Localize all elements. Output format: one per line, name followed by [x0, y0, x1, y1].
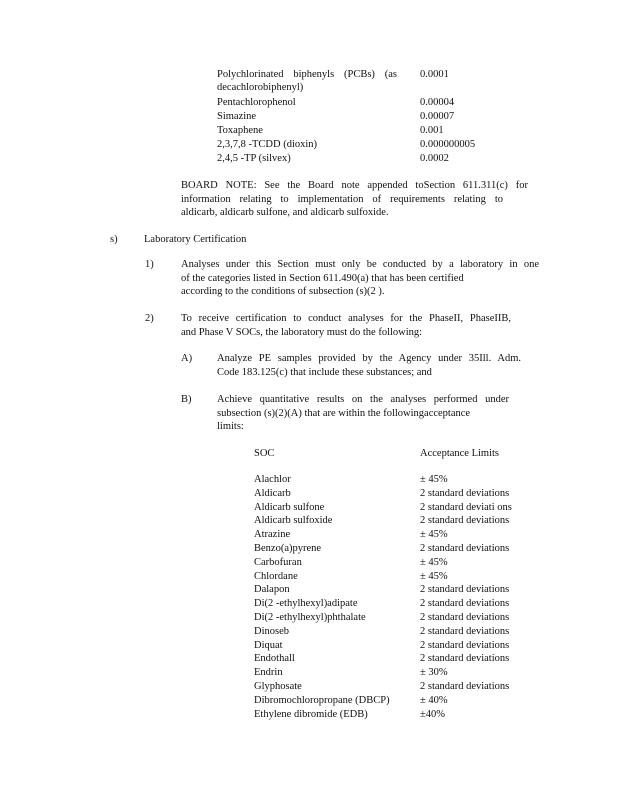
limits-column-header: Acceptance Limits [420, 448, 500, 459]
board-note-line: BOARD NOTE: See the Board note appended toSection 611.311(c) for [181, 180, 528, 191]
board-note-line: aldicarb, aldicarb sulfone, and aldicarb sulfoxide. [181, 207, 389, 218]
soc-name: Aldicarb sulfone [254, 502, 325, 513]
paragraph-line: of the categories listed in Section 611.490(a) that has been certified [181, 272, 464, 284]
soc-limit: 2 standard deviations [420, 488, 510, 499]
soc-name: Diquat [254, 640, 283, 651]
subitem-marker: B) [181, 394, 192, 405]
soc-limit: ± 45% [420, 557, 448, 568]
section-marker: s) [110, 234, 118, 245]
soc-limit: ± 45% [420, 474, 448, 485]
board-note-line: information relating to implementation of requirements relating to [181, 193, 503, 205]
paragraph-line: and Phase V SOCs, the laboratory must do the following: [181, 326, 423, 338]
soc-limit: ± 30% [420, 667, 448, 678]
soc-name: Aldicarb [254, 488, 291, 499]
soc-limit: ± 45% [420, 571, 448, 582]
item-a-paragraph [217, 352, 521, 379]
paragraph-line: limits: [217, 421, 244, 432]
soc-limit: 2 standard deviations [420, 515, 510, 526]
soc-limit: 2 standard deviations [420, 612, 510, 623]
soc-name: Dibromochloropropane (DBCP) [254, 695, 390, 706]
table-row-value: 0.000000005 [420, 139, 476, 150]
table-row-value: 0.00007 [420, 111, 455, 122]
paragraph-line: Analyses under this Section must only be conducted by a laboratory in one [181, 259, 539, 270]
table-row-name: Polychlorinated biphenyls (PCBs) (as [217, 69, 397, 80]
table-row-name-cont: decachlorobiphenyl) [217, 82, 304, 93]
paragraph-line: Analyze PE samples provided by the Agency under 35Ill. Adm. [217, 353, 521, 364]
section-title: Laboratory Certification [144, 234, 247, 245]
soc-limit: 2 standard deviations [420, 543, 510, 554]
table-row-name: Simazine [217, 111, 257, 122]
soc-limit: 2 standard deviations [420, 598, 510, 609]
subitem-marker: A) [181, 353, 193, 364]
paragraph-line: subsection (s)(2)(A) that are within the followingacceptance [217, 407, 471, 419]
soc-limit: 2 standard deviations [420, 681, 510, 692]
table-row-name: 2,3,7,8 -TCDD (dioxin) [217, 139, 318, 150]
soc-limit: 2 standard deviations [420, 584, 510, 595]
paragraph-line: To receive certification to conduct analyses for the PhaseII, PhaseIIB, [181, 313, 511, 324]
soc-limit: 2 standard deviations [420, 640, 510, 651]
soc-name: Aldicarb sulfoxide [254, 515, 333, 526]
item-marker: 1) [145, 259, 154, 270]
item-b-paragraph [217, 393, 509, 434]
soc-column-header: SOC [254, 448, 275, 459]
soc-name: Glyphosate [254, 681, 302, 692]
table-row-name: Toxaphene [217, 125, 263, 136]
soc-limit: ± 40% [420, 695, 448, 706]
item-1-paragraph [181, 258, 539, 299]
soc-name: Di(2 -ethylhexyl)adipate [254, 598, 358, 609]
soc-limit: 2 standard deviati ons [420, 502, 512, 513]
table-row-value: 0.0002 [420, 153, 449, 164]
soc-name: Atrazine [254, 529, 291, 540]
soc-name: Endothall [254, 653, 295, 664]
soc-name: Dinoseb [254, 626, 289, 637]
paragraph-line: Achieve quantitative results on the analyses performed under [217, 394, 509, 405]
table-row-value: 0.00004 [420, 97, 455, 108]
board-note [181, 179, 528, 220]
item-marker: 2) [145, 313, 154, 324]
item-2-paragraph [181, 312, 511, 339]
soc-name: Chlordane [254, 571, 298, 582]
soc-limit: 2 standard deviations [420, 653, 510, 664]
soc-name: Dalapon [254, 584, 290, 595]
table-row-value: 0.0001 [420, 69, 449, 80]
table-row-name: 2,4,5 -TP (silvex) [217, 153, 291, 164]
soc-name: Ethylene dibromide (EDB) [254, 709, 368, 720]
soc-limit: ± 45% [420, 529, 448, 540]
soc-limit: ±40% [420, 709, 446, 720]
table-row-value: 0.001 [420, 125, 444, 136]
soc-limit: 2 standard deviations [420, 626, 510, 637]
paragraph-line: according to the conditions of subsection (s)(2 ). [181, 286, 385, 297]
table-row-name: Pentachlorophenol [217, 97, 296, 108]
soc-name: Benzo(a)pyrene [254, 543, 322, 554]
soc-name: Carbofuran [254, 557, 302, 568]
soc-name: Di(2 -ethylhexyl)phthalate [254, 612, 366, 623]
soc-name: Endrin [254, 667, 283, 678]
paragraph-line: Code 183.125(c) that include these substances; and [217, 366, 432, 378]
soc-name: Alachlor [254, 474, 291, 485]
